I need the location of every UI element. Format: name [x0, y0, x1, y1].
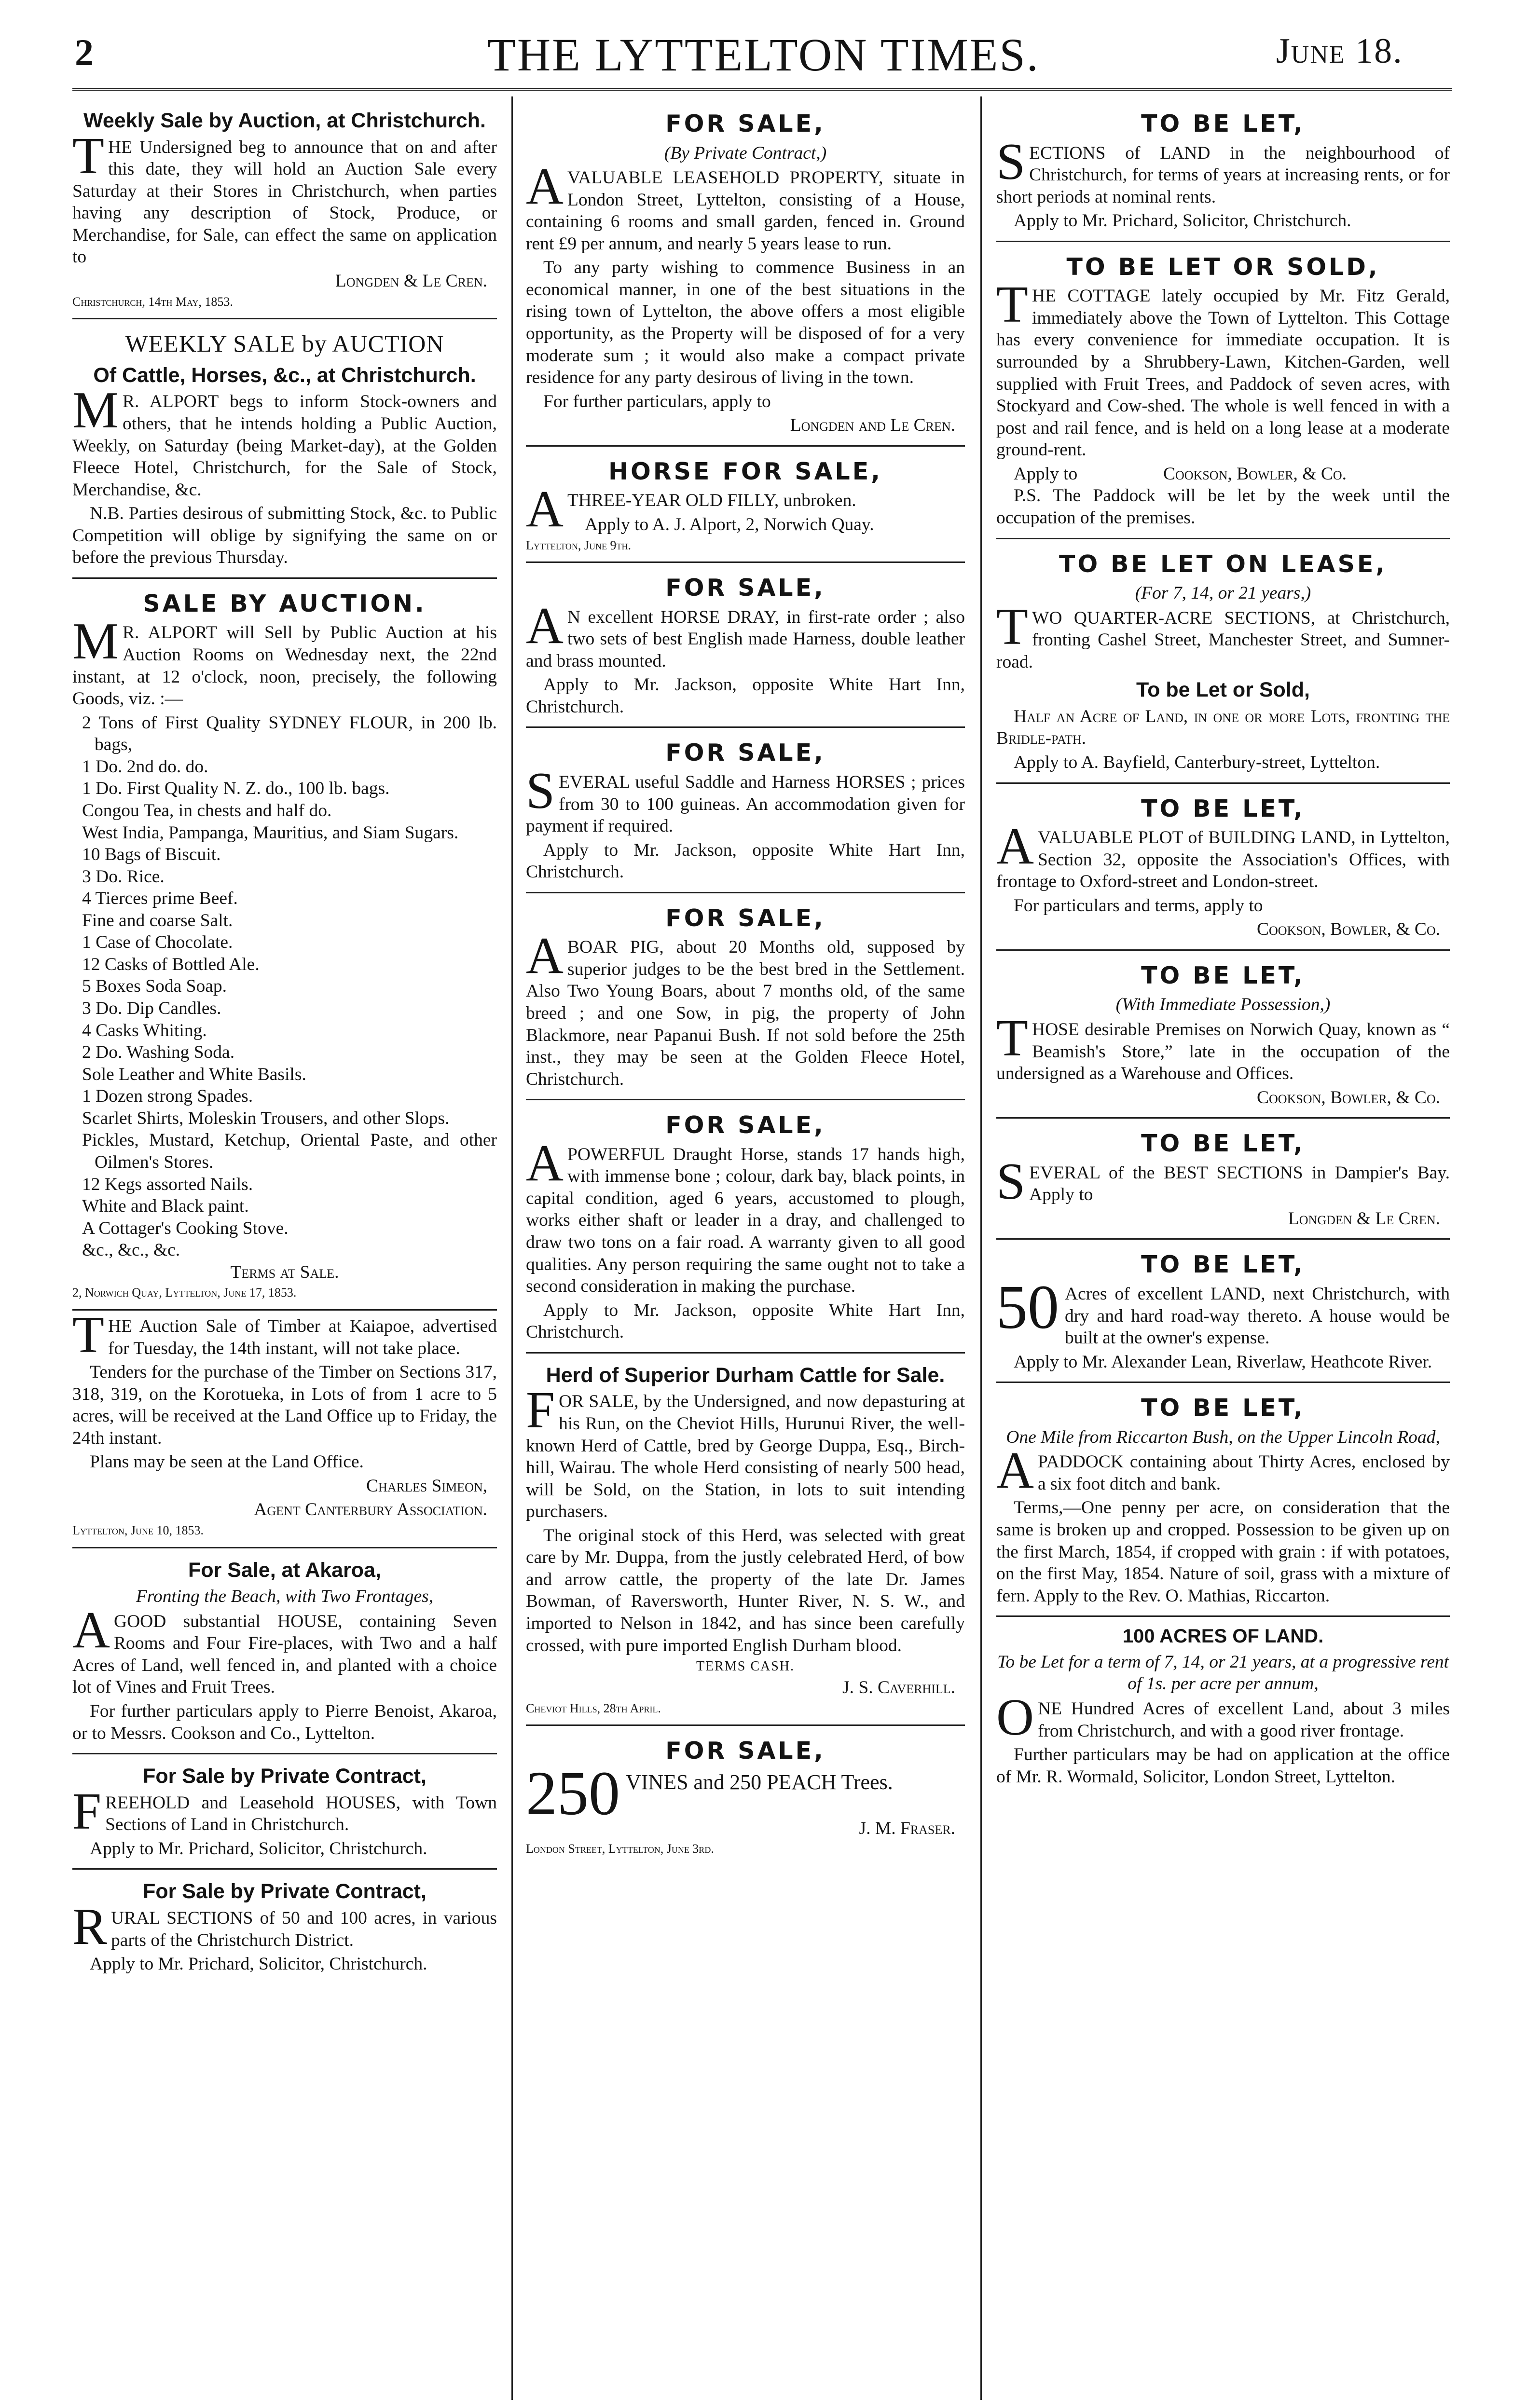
advert-body: HE Auction Sale of Timber at Kaiapoe, advertised for Tuesday, the 14th instant, will not take place.	[108, 1316, 497, 1358]
masthead	[0, 0, 1527, 96]
drop-cap: A	[526, 158, 564, 216]
advert-subheading: One Mile from Riccarton Bush, on the Upper Lincoln Road,	[1006, 1427, 1440, 1447]
advert-body: URAL SECTIONS of 50 and 100 acres, in various parts of the Christchurch District.	[111, 1908, 497, 1950]
drop-cap: S	[996, 133, 1026, 191]
advert-sale-by-auction	[72, 579, 497, 1311]
advert-let-on-lease	[996, 539, 1450, 784]
advert-hundred-acres	[996, 1617, 1450, 1796]
advert-signature: Agent Canterbury Association.	[254, 1500, 487, 1520]
advert-paragraph: To any party wishing to commence Business in an economical manner, in one of the best situations in the rising town of Lyttelton, the above offers a most eligible opportunity, as the Property will be disposed of for a very moderate sum ; it would also make a compact private residence for any party desirous of living in the town.	[526, 258, 965, 388]
advert-body: THREE-YEAR OLD FILLY, unbroken.	[567, 491, 856, 511]
advert-heading: 100 ACRES OF LAND.	[1122, 1626, 1324, 1647]
advert-heading: FOR SALE,	[665, 574, 825, 602]
advert-paragraph: The original stock of this Herd, was selected with great care by Mr. Duppa, from the justly celebrated Herd, of bow and arrow cattle, the property of the late Dr. James Bowman, of Raversworth, Hunter River, N. S. W., and imported to Nelson in 1842, and has since been carefully crossed, with pure imported English Durham blood.	[526, 1525, 965, 1656]
advert-weekly-auction	[72, 319, 497, 579]
advert-heading: TO BE LET,	[1141, 1130, 1305, 1158]
drop-cap: M	[72, 613, 119, 670]
advert-heading: TO BE LET,	[1141, 110, 1305, 137]
advert-postscript: P.S. The Paddock will be let by the week until the occupation of the premises.	[996, 486, 1450, 528]
advert-fifty-acres	[996, 1240, 1450, 1383]
advert-paragraph: Tenders for the purchase of the Timber on Sections 317, 318, 319, on the Korotueka, in Lots of from 1 acre to 5 acres, will be received at the Land Office up to Friday, the 24th instant.	[72, 1362, 497, 1448]
advert-body: PADDOCK containing about Thirty Acres, enclosed by a six foot ditch and bank.	[1038, 1452, 1450, 1494]
advert-horse-dray	[526, 563, 965, 728]
column-2	[526, 99, 965, 1865]
advert-signature: Cookson, Bowler, & Co.	[1257, 1087, 1440, 1108]
list-item: A Cottager's Cooking Stove.	[82, 1218, 289, 1238]
column-1	[72, 99, 497, 1984]
list-item: Sole Leather and White Basils.	[82, 1064, 306, 1084]
advert-subheading: (For 7, 14, or 21 years,)	[1135, 583, 1311, 603]
drop-cap: S	[996, 1152, 1026, 1210]
column-divider	[511, 96, 513, 2400]
advert-body: NE Hundred Acres of excellent Land, about 3 miles from Christchurch, and with a good river frontage.	[1038, 1699, 1450, 1741]
advert-body: EVERAL of the BEST SECTIONS in Dampier's Bay. Apply to	[1029, 1163, 1450, 1205]
list-item: 12 Casks of Bottled Ale.	[82, 954, 260, 974]
advert-terms: Terms at Sale.	[230, 1262, 339, 1282]
advert-paragraph: Apply to Mr. Prichard, Solicitor, Christchurch.	[1014, 211, 1351, 231]
advert-note: N.B. Parties desirous of submitting Stock, &c. to Public Competition will oblige by signifying the same on or before the previous Thursday.	[72, 504, 497, 568]
advert-heading: FOR SALE,	[665, 110, 825, 137]
advert-dateline: Christchurch, 14th May, 1853.	[72, 294, 233, 309]
advert-dateline: Cheviot Hills, 28th April.	[526, 1701, 661, 1715]
advert-body: R. ALPORT begs to inform Stock-owners and others, that he intends holding a Public Auction, Weekly, on Saturday (being Market-day), at the Golden Fleece Hotel, Christchurch, for the Sale of Stock, Merchandise, &c.	[72, 392, 497, 500]
advert-body: HE Undersigned beg to announce that on and after this date, they will hold an Auction Sale every Saturday at their Stores in Christchurch, when parties having any description of Stock, Produce, or Merchandise, for Sale, can effect the same on application to	[72, 137, 497, 267]
advert-paragraph: Apply to Mr. Prichard, Solicitor, Christchurch.	[90, 1954, 427, 1974]
advert-paragraph: Apply to Mr. Jackson, opposite White Hart Inn, Christchurch.	[526, 1300, 965, 1342]
advert-heading: For Sale by Private Contract,	[143, 1765, 426, 1788]
advert-subheading: To be Let or Sold,	[1136, 678, 1310, 702]
goods-list	[72, 712, 497, 1261]
drop-cap: A	[526, 480, 564, 538]
column-divider	[980, 96, 982, 2400]
drop-cap: F	[72, 1782, 102, 1840]
advert-leasehold-property	[526, 99, 965, 447]
advert-body: EVERAL useful Saddle and Harness HORSES ; prices from 30 to 100 guineas. An accommodation given for payment if required.	[526, 772, 965, 836]
advert-heading: WEEKLY SALE by AUCTION	[125, 330, 444, 357]
advert-freehold-houses	[72, 1754, 497, 1870]
drop-cap: O	[996, 1689, 1034, 1746]
advert-body: ECTIONS of LAND in the neighbourhood of Christchurch, for terms of years at increasing rents, or for short periods at nominal rents.	[996, 143, 1450, 207]
advert-boar-pig	[526, 893, 965, 1100]
advert-apply: Apply to	[1014, 464, 1078, 484]
drop-cap: F	[526, 1382, 555, 1439]
advert-dateline: 2, Norwich Quay, Lyttelton, June 17, 1853.	[72, 1286, 297, 1300]
advert-heading: TO BE LET,	[1141, 1394, 1305, 1422]
advert-weekly-sale	[72, 99, 497, 319]
list-item: Scarlet Shirts, Moleskin Trousers, and other Slops.	[82, 1108, 450, 1128]
advert-sections-of-land	[996, 99, 1450, 242]
advert-body: POWERFUL Draught Horse, stands 17 hands high, with immense bone ; colour, dark bay, black points, in capital condition, aged 6 years, accustomed to plough, works either shaft or leader in a dray, and challenged to draw two tons on a fair road. A warranty given to all good qualities. Any person requiring the same ought not to take a second consideration in making the purchase.	[526, 1144, 965, 1297]
advert-body: R. ALPORT will Sell by Public Auction at his Auction Rooms on Wednesday next, the 22nd instant, at 12 o'clock, noon, precisely, the following Goods, viz. :—	[72, 623, 497, 709]
advert-durham-cattle	[526, 1354, 965, 1726]
list-item: 12 Kegs assorted Nails.	[82, 1174, 253, 1194]
advert-paragraph: Apply to A. J. Alport, 2, Norwich Quay.	[585, 514, 874, 534]
advert-heading: SALE BY AUCTION.	[143, 589, 426, 617]
list-item: &c., &c., &c.	[82, 1240, 180, 1260]
advert-paragraph: Plans may be seen at the Land Office.	[90, 1452, 364, 1472]
advert-heading: FOR SALE,	[665, 904, 825, 932]
advert-paragraph: For further particulars apply to Pierre Benoist, Akaroa, or to Messrs. Cookson and Co., Lyttelton.	[72, 1701, 497, 1743]
advert-body: Acres of excellent LAND, next Christchurch, with dry and hard road-way thereto. A house would be built at the owner's expense.	[1065, 1284, 1450, 1348]
masthead-rule	[72, 88, 1452, 91]
advert-paragraph: Apply to A. Bayfield, Canterbury-street, Lyttelton.	[1014, 752, 1380, 772]
advert-vines	[526, 1726, 965, 1865]
advert-heading: FOR SALE,	[665, 1111, 825, 1139]
advert-heading: TO BE LET ON LEASE,	[1059, 550, 1387, 578]
list-item: 1 Do. 2nd do. do.	[82, 756, 208, 777]
list-item: 5 Boxes Soda Soap.	[82, 976, 227, 997]
list-item: 1 Do. First Quality N. Z. do., 100 lb. bags.	[82, 779, 390, 799]
advert-subheading: To be Let for a term of 7, 14, or 21 years, at a progressive rent of 1s. per acre per annum,	[997, 1652, 1449, 1694]
advert-dateline: Lyttelton, June 9th.	[526, 538, 631, 552]
list-item: 1 Case of Chocolate.	[82, 932, 233, 953]
drop-cap: T	[996, 1010, 1028, 1067]
list-item: 10 Bags of Biscuit.	[82, 845, 221, 865]
advert-akaroa-house	[72, 1548, 497, 1755]
list-item: Congou Tea, in chests and half do.	[82, 800, 332, 821]
advert-rural-sections	[72, 1870, 497, 1984]
advert-paragraph: Apply to Mr. Jackson, opposite White Hart Inn, Christchurch.	[526, 840, 965, 882]
list-item: 4 Casks Whiting.	[82, 1020, 207, 1040]
advert-dateline: London Street, Lyttelton, June 3rd.	[526, 1842, 714, 1856]
advert-horse-for-sale	[526, 447, 965, 563]
drop-cap: A	[526, 1134, 564, 1192]
advert-beamish-store	[996, 951, 1450, 1119]
drop-cap: T	[996, 276, 1028, 334]
advert-signature: Cookson, Bowler, & Co.	[1163, 464, 1347, 484]
drop-cap: M	[72, 382, 119, 439]
advert-subheading: Fronting the Beach, with Two Frontages,	[136, 1587, 434, 1607]
advert-heading: TO BE LET,	[1141, 1251, 1305, 1279]
advert-body: HOSE desirable Premises on Norwich Quay, known as “ Beamish's Store,” late in the occupation of the undersigned as a Warehouse and Offices.	[996, 1020, 1450, 1084]
advert-riccarton-paddock	[996, 1383, 1450, 1617]
column-3	[996, 99, 1450, 1796]
advert-paragraph: Further particulars may be had on application at the office of Mr. R. Wormald, Solicitor, London Street, Lyttelton.	[996, 1745, 1450, 1787]
advert-paragraph: Half an Acre of Land, in one or more Lots, fronting the Bridle-path.	[996, 706, 1450, 749]
drop-cap: A	[526, 597, 564, 655]
list-item: 3 Do. Dip Candles.	[82, 999, 221, 1019]
advert-subheading: (With Immediate Possession,)	[1115, 995, 1331, 1015]
advert-cottage	[996, 242, 1450, 539]
drop-cap: A	[72, 1601, 110, 1659]
advert-signature: Longden & Le Cren.	[1288, 1208, 1440, 1229]
advert-paragraph: Apply to Mr. Alexander Lean, Riverlaw, Heathcote River.	[1014, 1352, 1432, 1372]
advert-body: HE COTTAGE lately occupied by Mr. Fitz Gerald, immediately above the Town of Lyttelton. This Cottage has every convenience for immediate occupation. It is surrounded by a Shrubbery-Lawn, Kitchen-Garden, well supplied with Fruit Trees, and Paddock of seven acres, with Stockyard and Cow-shed. The whole is well fenced in with a post and rail fence, and is held on a long lease at a moderate ground-rent.	[996, 286, 1450, 460]
issue-date: June 18.	[1276, 31, 1403, 71]
advert-paragraph: For particulars and terms, apply to	[1014, 895, 1263, 916]
advert-signature: J. M. Fraser.	[859, 1818, 955, 1838]
advert-body: WO QUARTER-ACRE SECTIONS, at Christchurch, fronting Cashel Street, Manchester Street, and Sumner-road.	[996, 608, 1450, 672]
list-item: 2 Tons of First Quality SYDNEY FLOUR, in 200 lb. bags,	[82, 712, 497, 755]
list-item: 4 Tierces prime Beef.	[82, 889, 238, 909]
advert-signature: Longden and Le Cren.	[790, 415, 955, 436]
advert-dampiers-bay	[996, 1119, 1450, 1240]
advert-paragraph: For further particulars, apply to	[543, 391, 771, 411]
list-item: White and Black paint.	[82, 1196, 249, 1217]
advert-body: OR SALE, by the Undersigned, and now depasturing at his Run, on the Cheviot Hills, Hurunui River, the well-known Herd of Cattle, bred by George Duppa, Esq., Birch-hill, Wairau. The whole Herd consisting of nearly 500 head, will be Sold, on the Station, in lots to suit intending purchasers.	[526, 1392, 965, 1522]
advert-building-land	[996, 784, 1450, 951]
advert-dateline: Lyttelton, June 10, 1853.	[72, 1523, 204, 1537]
list-item: 1 Dozen strong Spades.	[82, 1086, 253, 1107]
advert-subheading: Of Cattle, Horses, &c., at Christchurch.	[93, 363, 476, 387]
advert-heading: For Sale, at Akaroa,	[188, 1558, 381, 1582]
advert-signature: J. S. Caverhill.	[842, 1678, 955, 1698]
advert-body: N excellent HORSE DRAY, in first-rate order ; also two sets of best English made Harness, double leather and brass mounted.	[526, 607, 965, 671]
advert-heading: Herd of Superior Durham Cattle for Sale.	[546, 1363, 945, 1387]
advert-heading: FOR SALE,	[665, 739, 825, 767]
advert-timber-auction	[72, 1306, 497, 1548]
advert-signature: Cookson, Bowler, & Co.	[1257, 919, 1440, 940]
drop-cap: A	[526, 927, 564, 985]
drop-cap: T	[72, 127, 104, 185]
advert-paragraph: Apply to Mr. Prichard, Solicitor, Christchurch.	[90, 1838, 427, 1859]
advert-number: 50	[996, 1272, 1059, 1342]
drop-cap: R	[72, 1898, 108, 1956]
advert-heading: Weekly Sale by Auction, at Christchurch.	[83, 109, 486, 132]
list-item: West India, Pampanga, Mauritius, and Siam Sugars.	[82, 822, 459, 843]
advert-signature: Charles Simeon,	[366, 1476, 487, 1496]
advert-draught-horse	[526, 1100, 965, 1354]
advert-subheading: (By Private Contract,)	[664, 143, 827, 163]
drop-cap: A	[996, 818, 1034, 876]
list-item: 2 Do. Washing Soda.	[82, 1042, 235, 1063]
advert-saddle-horses	[526, 728, 965, 893]
advert-number: 250	[526, 1758, 620, 1828]
list-item: 3 Do. Rice.	[82, 866, 165, 887]
newspaper-title: THE LYTTELTON TIMES.	[487, 29, 1040, 81]
advert-heading: HORSE FOR SALE,	[608, 457, 882, 485]
advert-paragraph: Apply to Mr. Jackson, opposite White Hart Inn, Christchurch.	[526, 675, 965, 717]
advert-heading: For Sale by Private Contract,	[143, 1880, 426, 1903]
advert-body: VINES and 250 PEACH Trees.	[626, 1770, 893, 1794]
drop-cap: A	[996, 1442, 1034, 1500]
advert-heading: TO BE LET OR SOLD,	[1066, 253, 1380, 281]
advert-heading: FOR SALE,	[665, 1737, 825, 1765]
advert-body: VALUABLE LEASEHOLD PROPERTY, situate in London Street, Lyttelton, consisting of a House, containing 6 rooms and small garden, fenced in. Ground rent £9 per annum, and nearly 5 years lease to run.	[526, 168, 965, 254]
drop-cap: T	[72, 1306, 104, 1364]
list-item: Fine and coarse Salt.	[82, 910, 233, 930]
advert-heading: TO BE LET,	[1141, 794, 1305, 822]
advert-body: BOAR PIG, about 20 Months old, supposed by superior judges to be the best bred in the Settlement. Also Two Young Boars, about 7 months old, of the same breed ; and one Sow, in pig, the property of John Blackmore, near Papanui Bush. If not sold before the 25th inst., they may be seen at the Golden Fleece Hotel, Christchurch.	[526, 937, 965, 1089]
advert-body: REEHOLD and Leasehold HOUSES, with Town Sections of Land in Christchurch.	[105, 1792, 497, 1835]
list-item: Pickles, Mustard, Ketchup, Oriental Paste, and other Oilmen's Stores.	[82, 1130, 497, 1172]
drop-cap: T	[996, 598, 1028, 656]
advert-terms: TERMS CASH.	[696, 1659, 795, 1674]
advert-paragraph: Terms,—One penny per acre, on consideration that the same is broken up and cropped. Possession to be given up on the first March, 1854, if cropped with grain : if with potatoes, on the first May, 1854. Nature of soil, grass with a mixture of fern. Apply to the Rev. O. Mathias, Riccarton.	[996, 1498, 1450, 1606]
advert-heading: TO BE LET,	[1141, 961, 1305, 989]
advert-body: VALUABLE PLOT of BUILDING LAND, in Lyttelton, Section 32, opposite the Association's Offices, with frontage to Oxford-street and London-street.	[996, 828, 1450, 892]
advert-body: GOOD substantial HOUSE, containing Seven Rooms and Four Fire-places, with Two and a half Acres of Land, well fenced in, and planted with a choice lot of Vines and Fruit Trees.	[72, 1611, 497, 1697]
drop-cap: S	[526, 762, 555, 820]
page-number: 2	[75, 31, 94, 73]
advert-signature: Longden & Le Cren.	[335, 271, 487, 291]
